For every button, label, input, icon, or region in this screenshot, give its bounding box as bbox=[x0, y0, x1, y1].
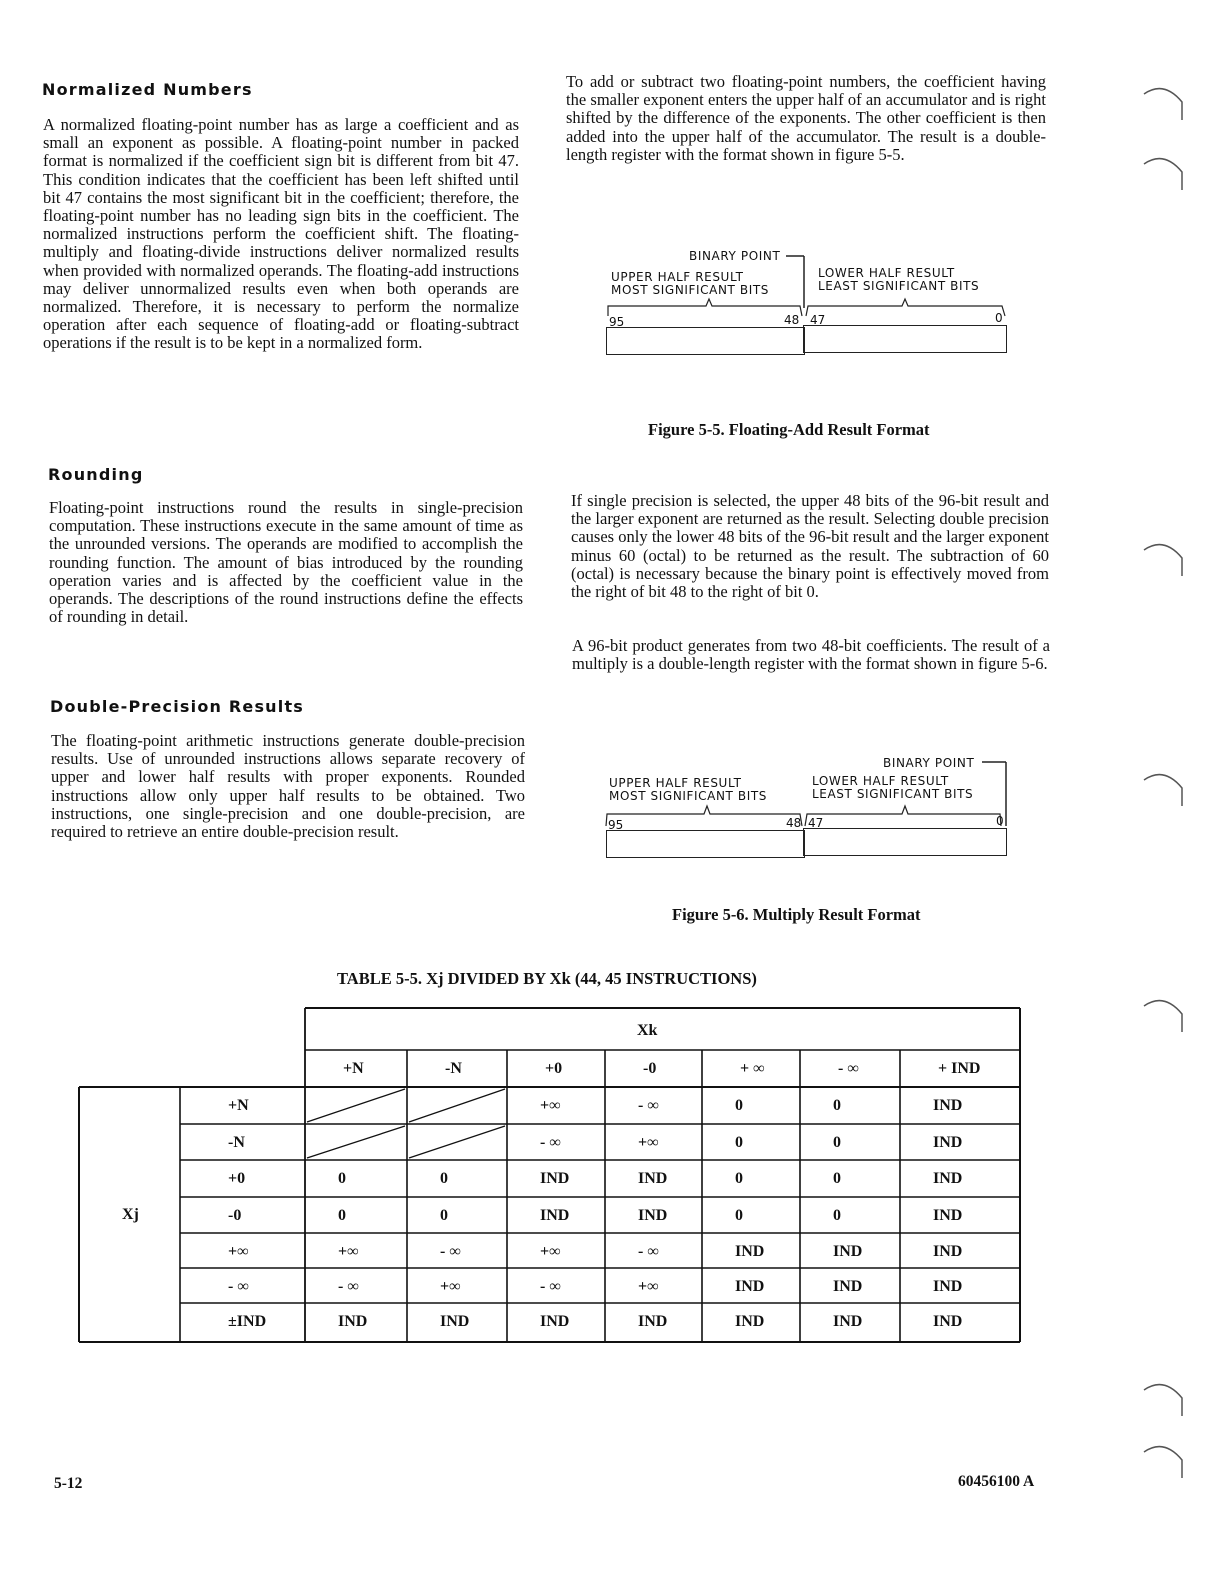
lower-half-sublabel: LEAST SIGNIFICANT BITS bbox=[818, 279, 980, 293]
binary-point-label: BINARY POINT bbox=[689, 249, 781, 263]
table-cell: IND bbox=[338, 1313, 368, 1330]
column-header: + IND bbox=[938, 1060, 981, 1077]
heading-double-precision-results: Double-Precision Results bbox=[50, 697, 305, 716]
table-cell: - ∞ bbox=[638, 1243, 659, 1260]
figure-5-5 bbox=[600, 244, 1020, 364]
paragraph-double-precision-results: The floating-point arithmetic instructions generate double-precision results. Use of unrounded instructions allows separate recovery of upper and lower half results with proper exponents. Rounded instructions allow only upper half results to be obtained. Two instructions, one single-precision and one double-precision, are required to retrieve an entire double-precision result. bbox=[51, 731, 525, 842]
table-cell: IND bbox=[833, 1313, 863, 1330]
table-cell: IND bbox=[833, 1243, 863, 1260]
table-cell: IND bbox=[933, 1243, 963, 1260]
upper-half-label: UPPER HALF RESULT bbox=[609, 776, 742, 790]
table-cell: +∞ bbox=[440, 1278, 461, 1295]
figure-5-6-caption: Figure 5-6. Multiply Result Format bbox=[672, 905, 921, 924]
table-cell: - ∞ bbox=[338, 1278, 359, 1295]
figure-5-6 bbox=[600, 750, 1020, 865]
table-cell: IND bbox=[933, 1097, 963, 1114]
lower-half-sublabel: LEAST SIGNIFICANT BITS bbox=[812, 787, 974, 801]
upper-half-sublabel: MOST SIGNIFICANT BITS bbox=[609, 789, 768, 803]
heading-rounding: Rounding bbox=[48, 465, 144, 484]
paragraph-rounding: Floating-point instructions round the results in single-precision computation. These instructions execute in the same amount of time as the unrounded versions. The operands are modified to accomplish the rounding function. The amount of bias introduced by the rounding operation varies and is affected by the coefficient value in the operands. The descriptions of the round instructions define the effects of rounding in detail. bbox=[49, 498, 523, 627]
binder-hole-marks bbox=[1130, 80, 1200, 1500]
table-cell: 0 bbox=[440, 1207, 448, 1224]
table-cell: - ∞ bbox=[440, 1243, 461, 1260]
table-cell: IND bbox=[540, 1170, 570, 1187]
row-header: +N bbox=[228, 1097, 249, 1114]
row-header: - ∞ bbox=[228, 1278, 249, 1295]
upper-half-register bbox=[606, 327, 805, 355]
page-number: 5-12 bbox=[54, 1475, 83, 1492]
row-header: ±IND bbox=[228, 1313, 267, 1330]
lower-half-label: LOWER HALF RESULT bbox=[812, 774, 949, 788]
bit-0-label: 0 bbox=[995, 311, 1003, 325]
bit-95-label: 95 bbox=[608, 818, 624, 832]
table-cell: IND bbox=[933, 1313, 963, 1330]
table-cell: 0 bbox=[440, 1170, 448, 1187]
document-number: 60456100 A bbox=[958, 1473, 1035, 1490]
table-cell: +∞ bbox=[540, 1243, 561, 1260]
column-header: -N bbox=[445, 1060, 462, 1077]
upper-half-label: UPPER HALF RESULT bbox=[611, 270, 744, 284]
lower-half-register bbox=[803, 325, 1007, 353]
table-cell: IND bbox=[540, 1207, 570, 1224]
row-header: -0 bbox=[228, 1207, 242, 1224]
table-cell: +∞ bbox=[338, 1243, 359, 1260]
table-cell: 0 bbox=[338, 1170, 346, 1187]
upper-half-register bbox=[606, 830, 805, 858]
table-cell: IND bbox=[540, 1313, 570, 1330]
table-cell: IND bbox=[933, 1134, 963, 1151]
paragraph-product: A 96-bit product generates from two 48-bit coefficients. The result of a multiply is a double-length register with the format shown in figure 5-6. bbox=[572, 636, 1050, 674]
table-rule bbox=[307, 1126, 405, 1158]
bit-0-label: 0 bbox=[996, 814, 1004, 828]
column-header: +0 bbox=[545, 1060, 563, 1077]
paragraph-single-precision: If single precision is selected, the upper 48 bits of the 96-bit result and the larger exponent are returned as the result. Selecting double precision causes only the lower 48 bits of the 96-bit result and the larger exponent minus 60 (octal) to be returned as the result. The subtraction of 60 (octal) is necessary because the binary point is effectively moved from the right of bit 48 to the right of bit 0. bbox=[571, 491, 1049, 602]
table-cell: IND bbox=[638, 1313, 668, 1330]
table-cell: +∞ bbox=[638, 1278, 659, 1295]
figure-5-5-caption: Figure 5-5. Floating-Add Result Format bbox=[648, 420, 930, 439]
table-cell: IND bbox=[638, 1207, 668, 1224]
column-header: - ∞ bbox=[838, 1060, 859, 1077]
row-group-label-xj: Xj bbox=[122, 1206, 139, 1223]
table-cell: 0 bbox=[833, 1134, 841, 1151]
table-cell: - ∞ bbox=[638, 1097, 659, 1114]
bit-48-label: 48 bbox=[784, 313, 800, 327]
column-header: +N bbox=[343, 1060, 364, 1077]
table-cell: - ∞ bbox=[540, 1278, 561, 1295]
bit-95-label: 95 bbox=[609, 315, 625, 329]
table-cell: IND bbox=[933, 1170, 963, 1187]
heading-normalized-numbers: Normalized Numbers bbox=[42, 80, 253, 99]
table-cell: - ∞ bbox=[540, 1134, 561, 1151]
table-cell: IND bbox=[638, 1170, 668, 1187]
table-cell: 0 bbox=[338, 1207, 346, 1224]
table-cell: 0 bbox=[833, 1170, 841, 1187]
table-cell: IND bbox=[735, 1243, 765, 1260]
table-rule bbox=[409, 1126, 505, 1158]
table-cell: IND bbox=[933, 1207, 963, 1224]
table-cell: +∞ bbox=[540, 1097, 561, 1114]
table-cell: IND bbox=[933, 1278, 963, 1295]
table-cell: 0 bbox=[833, 1097, 841, 1114]
bit-48-label: 48 bbox=[786, 816, 802, 830]
table-cell: 0 bbox=[735, 1170, 743, 1187]
table-rule bbox=[409, 1089, 505, 1122]
table-cell: 0 bbox=[833, 1207, 841, 1224]
table-cell: 0 bbox=[735, 1097, 743, 1114]
table-cell: IND bbox=[735, 1313, 765, 1330]
lower-half-label: LOWER HALF RESULT bbox=[818, 266, 955, 280]
table-cell: 0 bbox=[735, 1207, 743, 1224]
lower-half-register bbox=[803, 828, 1007, 856]
binary-point-label: BINARY POINT bbox=[883, 756, 975, 770]
table-cell: IND bbox=[833, 1278, 863, 1295]
column-header: + ∞ bbox=[740, 1060, 765, 1077]
bit-47-label: 47 bbox=[810, 313, 826, 327]
row-header: -N bbox=[228, 1134, 245, 1151]
bit-47-label: 47 bbox=[808, 816, 824, 830]
table-cell: IND bbox=[735, 1278, 765, 1295]
column-header: -0 bbox=[643, 1060, 657, 1077]
table-cell: 0 bbox=[735, 1134, 743, 1151]
paragraph-add-subtract: To add or subtract two floating-point numbers, the coefficient having the smaller exponent enters the upper half of an accumulator and is right shifted by the difference of the exponents. The other coefficient is then added into the upper half of the accumulator. The result is a double-length register with the format shown in figure 5-5. bbox=[566, 72, 1046, 164]
paragraph-normalized-numbers: A normalized floating-point number has as large a coefficient and as small an exponent as possible. A floating-point number in packed format is normalized if the coefficient sign bit is different from bit 47. This condition indicates that the coefficient has been left shifted until bit 47 contains the most significant bit in the coefficient; therefore, the floating-point number has no leading sign bits in the coefficient. The normalized instructions perform the coefficient shift. The floating-multiply and floating-divide instructions deliver normalized results when provided with normalized operands. The floating-add instructions may deliver unnormalized results even when both operands are normalized. Therefore, it is necessary to perform the normalize operation after each sequence of floating-add or floating-subtract operations if the result is to be kept in a normalized form. bbox=[43, 115, 519, 353]
table-5-5-title: TABLE 5-5. Xj DIVIDED BY Xk (44, 45 INSTRUCTIONS) bbox=[337, 969, 757, 988]
table-cell: IND bbox=[440, 1313, 470, 1330]
row-header: +0 bbox=[228, 1170, 246, 1187]
table-rule bbox=[307, 1089, 405, 1122]
row-header: +∞ bbox=[228, 1243, 249, 1260]
upper-half-sublabel: MOST SIGNIFICANT BITS bbox=[611, 283, 770, 297]
table-cell: +∞ bbox=[638, 1134, 659, 1151]
col-group-label-xk: Xk bbox=[637, 1022, 658, 1039]
